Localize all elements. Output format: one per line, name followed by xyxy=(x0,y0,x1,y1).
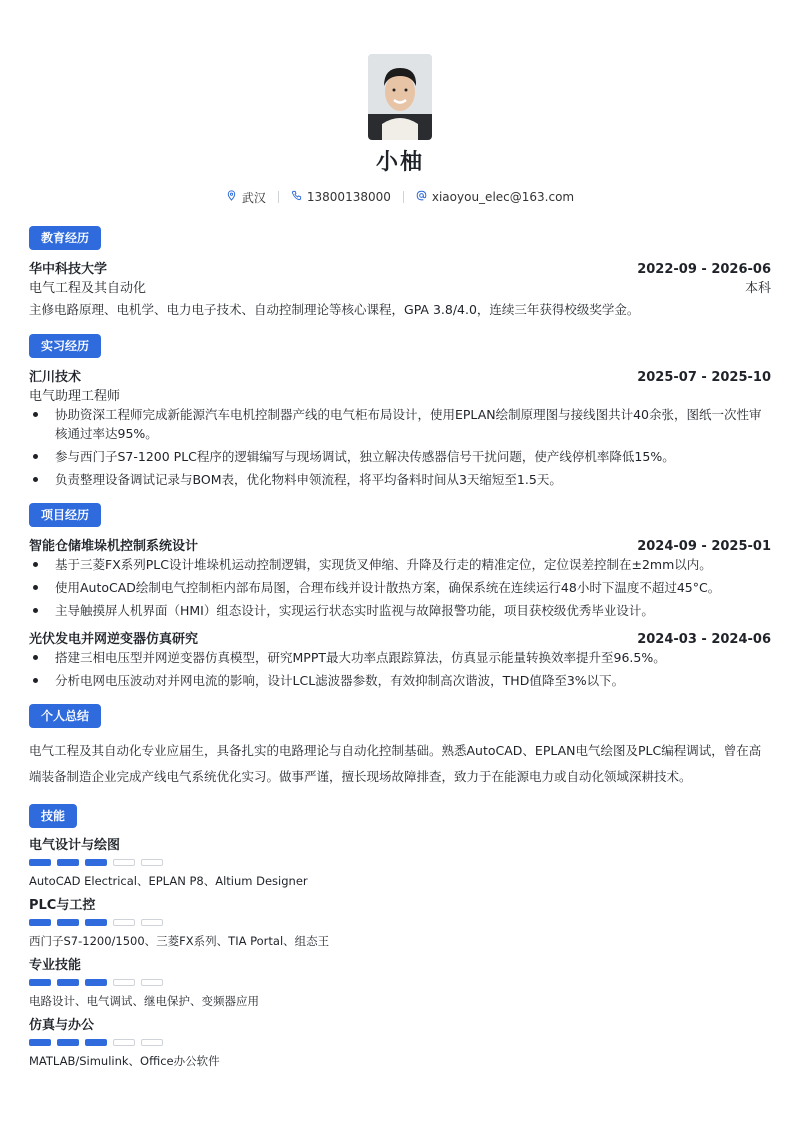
skill-level-filled xyxy=(85,919,107,926)
candidate-name: 小柚 xyxy=(375,150,424,175)
section-title-projects: 项目经历 xyxy=(29,503,101,527)
location-item xyxy=(226,189,266,206)
skill-level-filled xyxy=(85,1039,107,1046)
location-pin-icon xyxy=(226,190,237,204)
job-role: 电气助理工程师 xyxy=(29,389,121,404)
list-item: 负责整理设备调试记录与BOM表，优化物料申领流程，将平均备料时间从3天缩短至1.5天。 xyxy=(29,470,771,489)
company-name: 汇川技术 xyxy=(29,370,82,385)
skill-level-filled xyxy=(57,1039,79,1046)
education-header-row xyxy=(29,258,771,277)
internship-header-row xyxy=(29,366,771,385)
skill-level-empty xyxy=(141,979,163,986)
education-sub-row xyxy=(29,277,771,296)
list-item: 基于三菱FX系列PLC设计堆垛机运动控制逻辑，实现货叉伸缩、升降及行走的精准定位，定位误差控制在±2mm以内。 xyxy=(29,555,771,574)
skill-level-empty xyxy=(113,1039,135,1046)
skill-level-bars xyxy=(29,919,771,926)
list-item: 协助资深工程师完成新能源汽车电机控制器产线的电气柜布局设计，使用EPLAN绘制原理图与接线图共计40余张，图纸一次性审核通过率达95%。 xyxy=(29,405,771,443)
skill-level-filled xyxy=(29,859,51,866)
skill-name: PLC与工控 xyxy=(29,898,96,913)
skill-level-bars xyxy=(29,1039,771,1046)
phone-item xyxy=(291,190,391,204)
summary-text: 电气工程及其自动化专业应届生，具备扎实的电路理论与自动化控制基础。熟悉AutoCAD、EPLAN电气绘图及PLC编程调试，曾在高端装备制造企业完成产线电气系统优化实习。做事严谨，擅长现场故障排查，致力于在能源电力或自动化领域深耕技术。 xyxy=(29,743,762,784)
skill-level-filled xyxy=(57,859,79,866)
list-item: 参与西门子S7-1200 PLC程序的逻辑编写与现场调试，独立解决传感器信号干扰问题，使产线停机率降低15%。 xyxy=(29,447,771,466)
skill-level-filled xyxy=(85,859,107,866)
skill-name: 专业技能 xyxy=(29,958,82,973)
project-header-row xyxy=(29,535,771,554)
list-item: 分析电网电压波动对并网电流的影响，设计LCL滤波器参数，有效抑制高次谐波，THD值降至3%以下。 xyxy=(29,671,771,690)
skill-item xyxy=(29,896,771,950)
skill-description: 西门子S7-1200/1500、三菱FX系列、TIA Portal、组态王 xyxy=(29,934,330,948)
skill-level-empty xyxy=(141,859,163,866)
list-item: 主导触摸屏人机界面（HMI）组态设计，实现运行状态实时监视与故障报警功能，项目获校级优秀毕业设计。 xyxy=(29,601,771,620)
contact-info xyxy=(29,188,771,206)
skill-name: 仿真与办公 xyxy=(29,1018,95,1033)
skill-level-empty xyxy=(113,859,135,866)
list-item: 使用AutoCAD绘制电气控制柜内部布局图，合理布线并设计散热方案，确保系统在连续运行48小时下温度不超过45°C。 xyxy=(29,578,771,597)
location-text: 武汉 xyxy=(241,190,266,205)
education-section xyxy=(29,226,771,322)
summary-section xyxy=(29,704,771,790)
skill-name: 电气设计与绘图 xyxy=(29,838,121,853)
skills-section xyxy=(29,804,771,1070)
email-text: xiaoyou_elec@163.com xyxy=(431,190,575,204)
section-title-summary: 个人总结 xyxy=(29,704,101,728)
major: 电气工程及其自动化 xyxy=(29,281,147,296)
project-date: 2024-09 - 2025-01 xyxy=(637,539,771,554)
divider xyxy=(278,191,279,203)
email-item xyxy=(416,190,574,204)
education-description: 主修电路原理、电机学、电力电子技术、自动控制理论等核心课程，GPA 3.8/4.0，连续三年获得校级奖学金。 xyxy=(29,302,640,317)
phone-text: 13800138000 xyxy=(306,190,391,204)
list-item: 搭建三相电压型并网逆变器仿真模型，研究MPPT最大功率点跟踪算法，仿真显示能量转换效率提升至96.5%。 xyxy=(29,648,771,667)
skill-level-filled xyxy=(29,979,51,986)
skill-level-empty xyxy=(113,919,135,926)
divider xyxy=(403,191,404,203)
skill-description: AutoCAD Electrical、EPLAN P8、Altium Designer xyxy=(29,874,308,888)
project-bullets xyxy=(29,555,771,620)
skill-level-filled xyxy=(29,919,51,926)
skill-level-empty xyxy=(141,1039,163,1046)
skill-level-filled xyxy=(57,979,79,986)
internship-date: 2025-07 - 2025-10 xyxy=(637,370,771,385)
skill-level-empty xyxy=(141,919,163,926)
skill-level-filled xyxy=(85,979,107,986)
skill-item xyxy=(29,836,771,890)
skills-list xyxy=(29,836,771,1070)
skill-description: MATLAB/Simulink、Office办公软件 xyxy=(29,1054,220,1068)
skill-item xyxy=(29,956,771,1010)
skill-level-empty xyxy=(113,979,135,986)
projects-section xyxy=(29,503,771,690)
school-name: 华中科技大学 xyxy=(29,262,108,277)
skill-item xyxy=(29,1016,771,1070)
phone-icon xyxy=(291,190,302,204)
project-date: 2024-03 - 2024-06 xyxy=(637,632,771,647)
skill-description: 电路设计、电气调试、继电保护、变频器应用 xyxy=(29,994,259,1008)
internship-bullets xyxy=(29,405,771,489)
project-name: 光伏发电并网逆变器仿真研究 xyxy=(29,632,199,647)
skill-level-filled xyxy=(29,1039,51,1046)
education-date: 2022-09 - 2026-06 xyxy=(637,262,771,277)
section-title-education: 教育经历 xyxy=(29,226,101,250)
at-sign-icon xyxy=(416,190,427,204)
skill-level-bars xyxy=(29,979,771,986)
section-title-skills: 技能 xyxy=(29,804,77,828)
resume-header xyxy=(29,0,771,206)
project-name: 智能仓储堆垛机控制系统设计 xyxy=(29,539,199,554)
degree: 本科 xyxy=(744,281,771,296)
avatar xyxy=(368,54,432,140)
project-header-row xyxy=(29,628,771,647)
internship-section xyxy=(29,334,771,489)
skill-level-bars xyxy=(29,859,771,866)
project-bullets xyxy=(29,648,771,690)
section-title-internship: 实习经历 xyxy=(29,334,101,358)
skill-level-filled xyxy=(57,919,79,926)
